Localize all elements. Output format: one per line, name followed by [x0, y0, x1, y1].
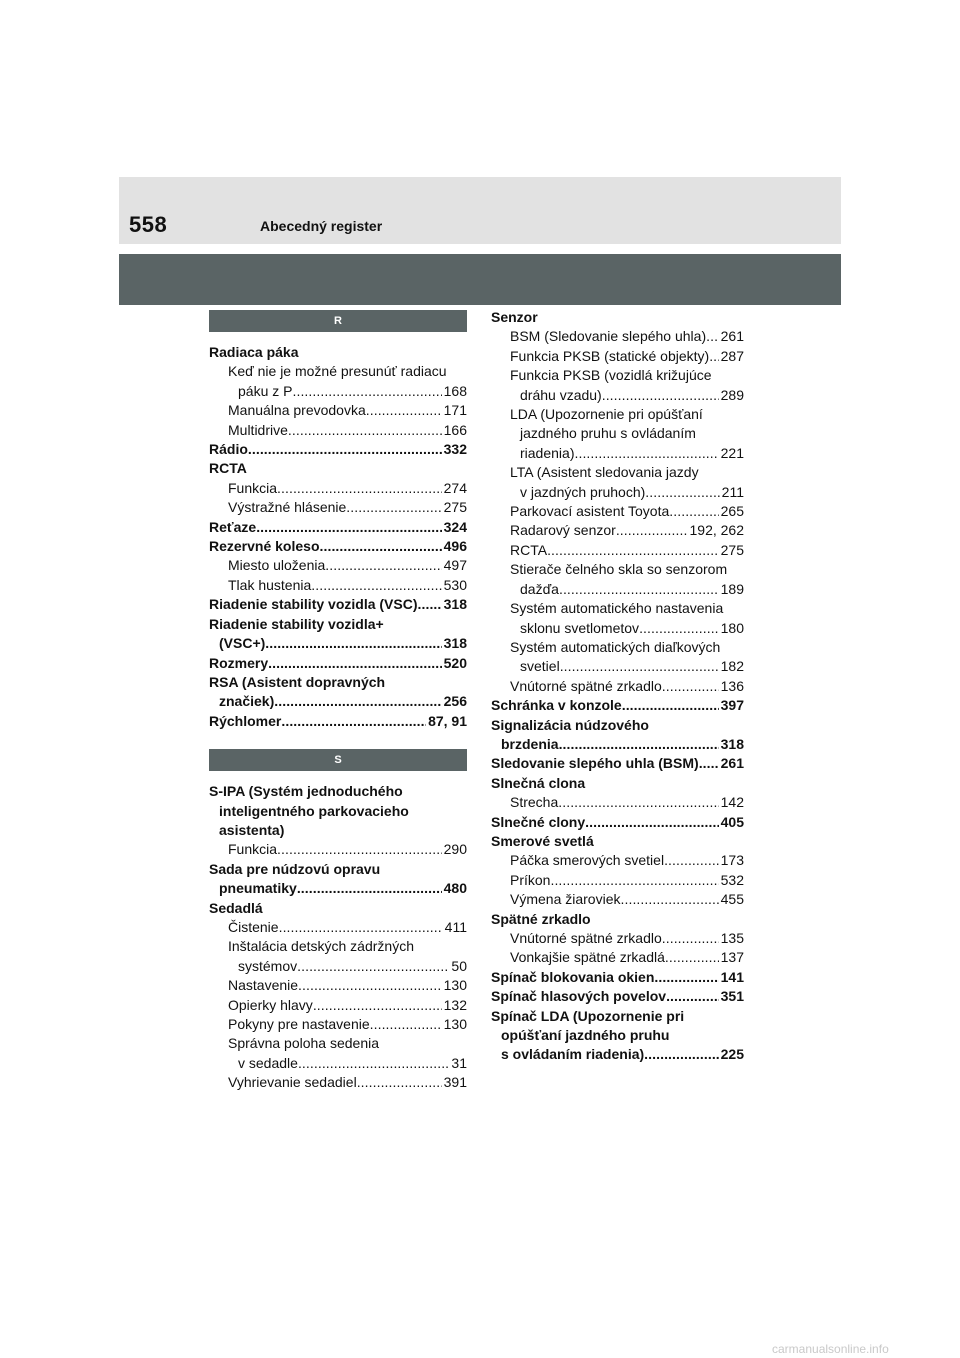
entry-text: Multidrive — [228, 421, 288, 438]
index-subentry — [491, 405, 744, 463]
dot-leader — [622, 696, 719, 715]
dot-leader — [662, 677, 719, 696]
page-reference[interactable]: 50 — [451, 957, 467, 974]
entry-text: Systém automatického nastavenia — [510, 600, 724, 617]
page-reference[interactable]: 261 — [720, 755, 744, 772]
entry-text: značiek) — [219, 693, 275, 710]
entry-text: Keď nie je možné presunúť radiacu — [228, 363, 447, 380]
entry-text: v jazdných pruhoch) — [520, 483, 646, 500]
page-reference[interactable]: 135 — [720, 930, 744, 946]
dot-leader — [248, 440, 442, 459]
entry-text: Funkcia — [228, 841, 278, 858]
entry-text: Slnečné clony — [491, 813, 586, 830]
entry-text: Sada pre núdzovú opravu — [209, 860, 381, 877]
index-entry — [209, 518, 467, 537]
page-reference[interactable]: 166 — [443, 421, 467, 438]
entry-text: Signalizácia núdzového — [491, 716, 649, 733]
index-entry — [209, 537, 467, 556]
page-reference[interactable]: 136 — [720, 677, 744, 694]
entry-text: Vnútorné spätné zrkadlo — [510, 677, 662, 694]
page-reference[interactable]: 189 — [720, 580, 744, 597]
entry-text: Miesto uloženia — [228, 557, 326, 574]
dot-leader — [616, 521, 688, 540]
dot-leader — [313, 996, 442, 1015]
entry-text: Parkovací asistent Toyota — [510, 503, 670, 520]
dot-leader — [311, 576, 441, 595]
page-reference[interactable]: 171 — [443, 402, 467, 419]
index-column-left — [209, 310, 467, 1093]
page-reference[interactable]: 532 — [720, 871, 744, 888]
index-subentry — [491, 677, 744, 696]
index-subentry — [491, 871, 744, 890]
index-subentry — [209, 1073, 467, 1092]
page-reference[interactable]: 497 — [443, 557, 467, 574]
page-title: Abecedný register — [260, 218, 383, 234]
index-entry — [209, 615, 467, 654]
entry-text: pneumatiky — [219, 880, 297, 897]
entry-text: brzdenia — [501, 735, 559, 752]
index-subentry — [491, 793, 744, 812]
page-reference[interactable]: 225 — [720, 1046, 744, 1063]
page-reference[interactable]: 142 — [720, 794, 744, 811]
entry-text: svetiel — [520, 658, 560, 675]
entry-text: Pokyny pre nastavenie — [228, 1016, 370, 1032]
dot-leader — [666, 987, 719, 1006]
entry-text: Funkcia PKSB (statické objekty) — [510, 347, 710, 364]
dot-leader — [288, 421, 442, 440]
index-subentry — [209, 362, 467, 401]
dot-leader — [644, 1045, 718, 1064]
page-reference[interactable]: 530 — [443, 576, 467, 593]
index-subentry — [491, 463, 744, 502]
entry-text: BSM (Sledovanie slepého uhla) — [510, 328, 707, 345]
entry-text: Rýchlomer — [209, 712, 282, 729]
section-header-s: S — [209, 749, 467, 771]
index-subentry — [209, 576, 467, 595]
section-s-entries — [209, 782, 467, 1093]
page-reference[interactable]: 480 — [443, 880, 467, 897]
page-reference[interactable]: 275 — [443, 499, 467, 516]
entry-text: Inštalácia detských zádržných — [228, 938, 414, 955]
dot-leader — [645, 483, 719, 502]
entry-text: RCTA — [510, 541, 548, 558]
page-reference[interactable]: 31 — [451, 1054, 467, 1071]
index-entry — [209, 782, 467, 840]
dot-leader — [639, 619, 719, 638]
dot-leader — [654, 968, 718, 987]
index-entry — [491, 774, 744, 793]
page-reference[interactable]: 397 — [720, 697, 744, 714]
dot-leader — [559, 735, 719, 754]
section-r-entries — [209, 343, 467, 731]
dot-leader — [281, 712, 426, 731]
entry-text: Spínač blokovania okien — [491, 968, 655, 985]
entry-text: Nastavenie — [228, 977, 299, 994]
entry-text: Schránka v konzole — [491, 697, 622, 714]
dot-leader — [268, 654, 442, 673]
index-subentry — [209, 1015, 467, 1034]
dot-leader — [662, 929, 719, 948]
page-reference[interactable]: 130 — [443, 1016, 467, 1032]
page-reference[interactable]: 520 — [443, 654, 467, 671]
page-reference[interactable]: 192, 262 — [689, 522, 744, 539]
entry-text: systémov — [238, 957, 298, 974]
index-entry — [491, 968, 744, 987]
index-entry — [209, 595, 467, 614]
dot-leader — [274, 692, 441, 711]
entry-text: Opierky hlavy — [228, 996, 313, 1013]
page-reference[interactable]: 132 — [443, 996, 467, 1013]
page-reference[interactable]: 411 — [444, 918, 467, 935]
entry-text: opúšťaní jazdného pruhu — [501, 1027, 670, 1044]
entry-text: jazdného pruhu s ovládaním — [520, 425, 696, 442]
entry-text: riadenia) — [520, 444, 575, 461]
entry-text: Spínač LDA (Upozornenie pri — [491, 1007, 685, 1024]
entry-text: Vnútorné spätné zrkadlo — [510, 930, 662, 946]
dot-leader — [320, 537, 442, 556]
entry-text: Funkcia PKSB (vozidlá križujúce — [510, 367, 712, 384]
entry-text: Slnečná clona — [491, 774, 586, 791]
entry-text: Senzor — [491, 309, 538, 325]
entry-text: Rozmery — [209, 654, 269, 671]
dot-leader — [574, 444, 718, 463]
index-entry — [491, 832, 744, 851]
index-entry — [209, 343, 467, 362]
entry-text: inteligentného parkovacieho — [219, 802, 409, 819]
page-reference[interactable]: 211 — [721, 483, 744, 500]
index-entry — [491, 910, 744, 929]
entry-text: RSA (Asistent dopravných — [209, 673, 386, 690]
entry-text: LTA (Asistent sledovania jazdy — [510, 464, 699, 481]
entry-text: Vonkajšie spätné zrkadlá — [510, 949, 665, 966]
entry-text: Reťaze — [209, 518, 257, 535]
entry-text: RCTA — [209, 460, 247, 477]
index-entry — [491, 987, 744, 1006]
index-subentry — [209, 479, 467, 498]
index-subentry — [491, 890, 744, 909]
entry-text: páku z P — [238, 382, 293, 399]
index-column-right — [491, 308, 744, 1065]
entry-text: Spínač hlasových povelov — [491, 988, 667, 1005]
index-subentry — [491, 560, 744, 599]
index-subentry — [491, 599, 744, 638]
entry-text: asistenta) — [219, 821, 285, 838]
entry-text: Rádio — [209, 441, 248, 458]
dot-leader — [277, 840, 442, 859]
entry-text: Sledovanie slepého uhla (BSM) — [491, 755, 699, 772]
index-subentry — [491, 366, 744, 405]
header-bar — [119, 177, 841, 244]
header-band — [119, 254, 841, 305]
entry-text: dráhu vzadu) — [520, 386, 602, 403]
page-reference[interactable]: 318 — [443, 596, 467, 613]
page-reference[interactable]: 287 — [720, 347, 744, 364]
entry-text: v sedadle — [238, 1054, 298, 1071]
page-reference[interactable]: 130 — [443, 977, 467, 994]
page-reference[interactable]: 318 — [720, 735, 744, 752]
page-reference[interactable]: 289 — [720, 386, 744, 403]
dot-leader — [325, 556, 441, 575]
index-subentry — [209, 498, 467, 517]
entry-text: Sedadlá — [209, 899, 263, 916]
entry-text: Vyhrievanie sedadiel — [228, 1074, 357, 1091]
index-entry — [209, 860, 467, 899]
entry-text: Výmena žiaroviek — [510, 891, 621, 908]
page-reference[interactable]: 137 — [720, 949, 744, 966]
dot-leader — [277, 479, 442, 498]
dot-leader — [279, 918, 443, 937]
entry-text: Systém automatických diaľkových — [510, 638, 721, 655]
dot-leader — [366, 401, 442, 420]
entry-text: Správna poloha sedenia — [228, 1035, 380, 1052]
entry-text: Radarový senzor — [510, 522, 616, 539]
entry-text: LDA (Upozornenie pri opúšťaní — [510, 406, 703, 423]
dot-leader — [265, 634, 441, 653]
dot-leader — [297, 879, 442, 898]
entry-text: Páčka smerových svetiel — [510, 852, 665, 869]
page-reference[interactable]: 290 — [443, 841, 467, 858]
dot-leader — [256, 518, 441, 537]
dot-leader — [346, 498, 441, 517]
page-reference[interactable]: 265 — [720, 503, 744, 520]
page-reference[interactable]: 168 — [443, 382, 467, 399]
dot-leader — [547, 541, 719, 560]
index-entry — [209, 654, 467, 673]
dot-leader — [297, 957, 449, 976]
entry-text: Radiaca páka — [209, 344, 299, 360]
index-subentry — [491, 521, 744, 540]
index-subentry — [491, 347, 744, 366]
index-entry — [491, 813, 744, 832]
entry-text: sklonu svetlometov — [520, 619, 640, 636]
page-reference[interactable]: 87, 91 — [428, 712, 467, 729]
page-reference[interactable]: 455 — [720, 891, 744, 908]
index-entry — [209, 440, 467, 459]
entry-text: Tlak hustenia — [228, 576, 312, 593]
index-subentry — [491, 638, 744, 677]
dot-leader — [559, 580, 719, 599]
index-subentry — [491, 929, 744, 948]
dot-leader — [602, 386, 719, 405]
index-entry — [209, 899, 467, 918]
index-subentry — [209, 996, 467, 1015]
entry-text: Výstražné hlásenie — [228, 499, 347, 516]
index-subentry — [209, 840, 467, 859]
index-subentry — [209, 976, 467, 995]
index-subentry — [209, 1034, 467, 1073]
index-subentry — [491, 502, 744, 521]
page-reference[interactable]: 351 — [720, 988, 744, 1005]
entry-text: Stierače čelného skla so senzorom — [510, 561, 728, 578]
index-subentry — [491, 327, 744, 346]
dot-leader — [292, 382, 441, 401]
entry-text: dažďa — [520, 580, 559, 597]
index-entry — [491, 696, 744, 715]
entry-text: Manuálna prevodovka — [228, 402, 366, 419]
page-reference[interactable]: 318 — [443, 635, 467, 652]
dot-leader — [621, 890, 719, 909]
page-reference[interactable]: 405 — [720, 813, 744, 830]
index-entry — [209, 712, 467, 731]
index-subentry — [209, 937, 467, 976]
index-subentry — [209, 918, 467, 937]
entry-text: Riadenie stability vozidla+ — [209, 615, 384, 632]
dot-leader — [560, 657, 719, 676]
entry-text: S-IPA (Systém jednoduchého — [209, 783, 403, 800]
dot-leader — [709, 347, 718, 366]
page-reference[interactable]: 261 — [720, 328, 744, 345]
entry-text: Riadenie stability vozidla (VSC) — [209, 596, 418, 613]
dot-leader — [699, 754, 719, 773]
entry-text: s ovládaním riadenia) — [501, 1046, 645, 1063]
entry-text: Spätné zrkadlo — [491, 910, 591, 927]
index-subentry — [491, 948, 744, 967]
page-reference[interactable]: 182 — [720, 658, 744, 675]
dot-leader — [370, 1015, 442, 1034]
page-reference[interactable]: 173 — [720, 852, 744, 869]
index-entry — [491, 716, 744, 755]
entry-text: Príkon — [510, 871, 551, 888]
page-reference[interactable]: 180 — [720, 619, 744, 636]
index-entry — [491, 1007, 744, 1065]
page-reference[interactable]: 324 — [443, 518, 467, 535]
dot-leader — [665, 948, 719, 967]
page-reference[interactable]: 221 — [720, 444, 744, 461]
dot-leader — [585, 813, 718, 832]
dot-leader — [558, 793, 718, 812]
dot-leader — [298, 1054, 449, 1073]
index-entry — [209, 459, 467, 478]
page-reference[interactable]: 274 — [443, 479, 467, 496]
index-subentry — [491, 541, 744, 560]
page-reference[interactable]: 256 — [443, 693, 467, 710]
page-reference[interactable]: 496 — [443, 538, 467, 555]
index-subentry — [491, 851, 744, 870]
section-header-r: R — [209, 310, 467, 332]
dot-leader — [706, 327, 719, 346]
dot-leader — [418, 595, 442, 614]
page-reference[interactable]: 332 — [443, 441, 467, 458]
dot-leader — [298, 976, 442, 995]
entry-text: Rezervné koleso — [209, 538, 320, 555]
index-entry — [491, 308, 744, 327]
index-subentry — [209, 556, 467, 575]
entry-text: Čistenie — [228, 918, 279, 935]
dot-leader — [550, 871, 718, 890]
dot-leader — [357, 1073, 442, 1092]
index-entry — [209, 673, 467, 712]
entry-text: (VSC+) — [219, 635, 266, 652]
watermark: carmanualsonline.info — [772, 1342, 889, 1356]
entry-text: Smerové svetlá — [491, 832, 594, 849]
index-subentry — [209, 401, 467, 420]
entry-text: Funkcia — [228, 479, 278, 496]
page-reference[interactable]: 391 — [443, 1074, 467, 1091]
entry-text: Strecha — [510, 794, 559, 811]
dot-leader — [669, 502, 718, 521]
page-reference[interactable]: 141 — [720, 968, 744, 985]
dot-leader — [664, 851, 719, 870]
index-entry — [491, 754, 744, 773]
section-s-continued-entries — [491, 308, 744, 1065]
page-reference[interactable]: 275 — [720, 541, 744, 558]
index-subentry — [209, 421, 467, 440]
page-number: 558 — [129, 212, 168, 237]
